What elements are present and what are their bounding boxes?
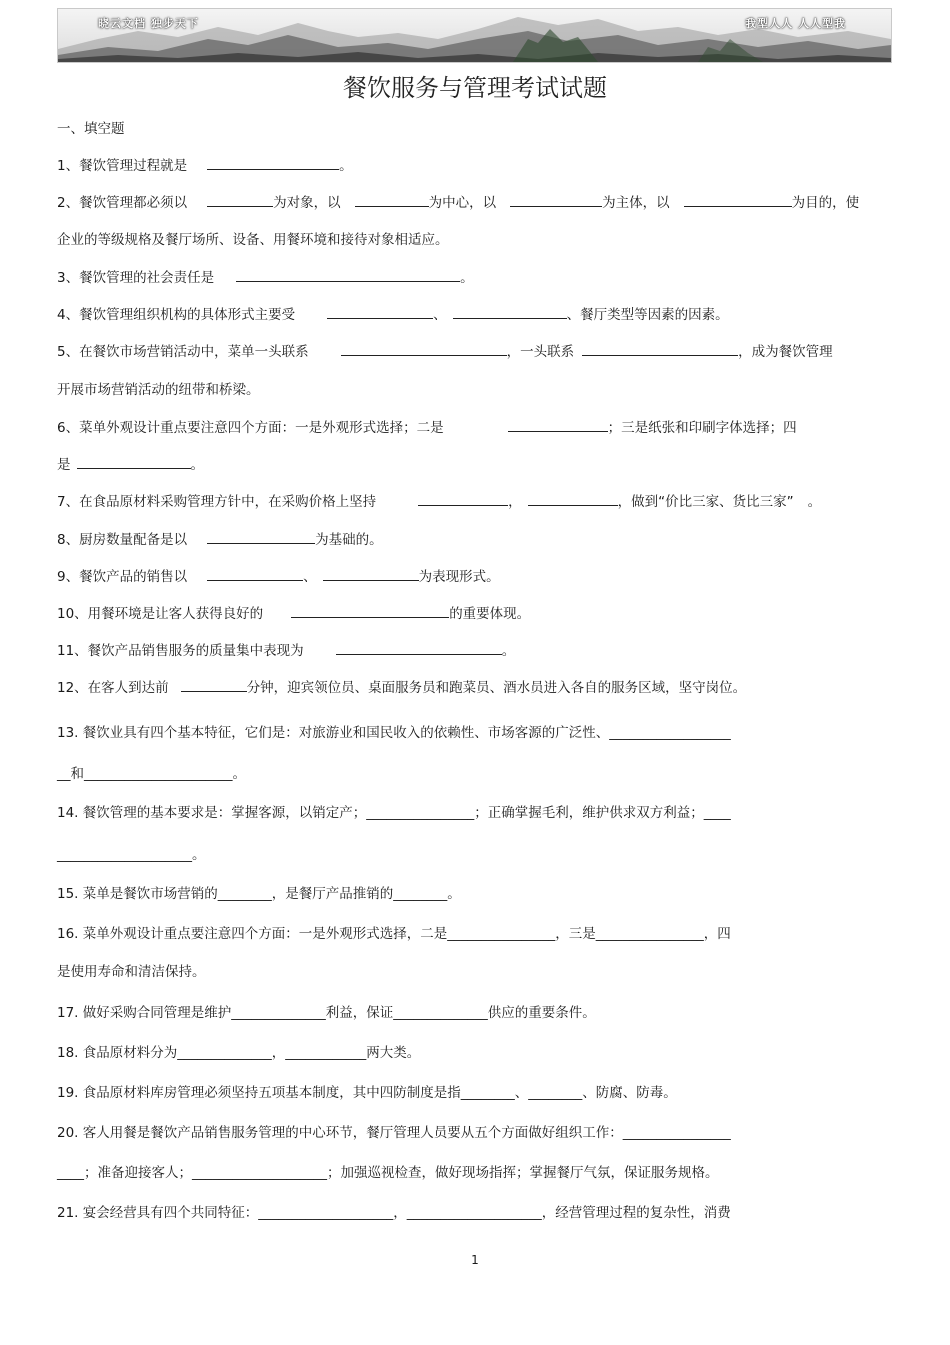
answer-blank [207,193,273,207]
question-text: 8、厨房数量配备是以 [57,532,188,548]
question-16-continued: 是使用寿命和清洁保持。 [57,964,206,980]
question-text: 4、餐饮管理组织机构的具体形式主要受 [57,307,296,323]
question-text: 、 [303,569,317,585]
question-5 [57,342,833,362]
question-13: 13. 餐饮业具有四个基本特征，它们是：对旅游业和国民收入的依赖性、市场客源的广泛性、__________________ [57,725,731,741]
banner-slogan-right: 我型人人 人人型我 [745,17,846,30]
question-text: 12、在客人到达前 [57,680,169,696]
answer-blank [207,567,303,581]
question-11 [57,641,515,661]
question-4 [57,305,729,325]
page-number: 1 [471,1253,479,1267]
question-text: 为中心，以 [428,195,497,211]
question-19: 19. 食品原材料库房管理必须坚持五项基本制度，其中四防制度是指________、________、防腐、防毒。 [57,1085,677,1101]
question-text: 7、在食品原材料采购管理方针中，在采购价格上坚持 [57,494,377,510]
question-16: 16. 菜单外观设计重点要注意四个方面：一是外观形式选择，二是________________，三是________________，四 [57,926,731,942]
banner-slogan-left: 晓云文档 独步天下 [98,17,199,30]
answer-blank [336,641,502,655]
question-17: 17. 做好采购合同管理是维护______________利益，保证______________供应的重要条件。 [57,1005,596,1021]
question-text: 10、用餐环境是让客人获得良好的 [57,606,264,622]
answer-blank [323,567,419,581]
question-text: 。 [460,270,474,286]
answer-blank [510,193,602,207]
question-20-continued: ____；准备迎接客人；____________________；加强巡视检查，做好现场指挥；掌握餐厅气氛，保证服务规格。 [57,1165,719,1181]
question-text: 11、餐饮产品销售服务的质量集中表现为 [57,643,304,659]
question-18: 18. 食品原材料分为______________，____________两大类。 [57,1045,421,1061]
question-text: 5、在餐饮市场营销活动中，菜单一头联系 [57,344,309,360]
question-13-continued: __和______________________。 [57,766,246,782]
answer-blank [418,492,508,506]
question-text: 。 [339,158,353,174]
question-text: 3、餐饮管理的社会责任是 [57,270,215,286]
question-20: 20. 客人用餐是餐饮产品销售服务管理的中心环节，餐厅管理人员要从五个方面做好组织工作：________________ [57,1125,731,1141]
answer-blank [207,530,315,544]
answer-blank [453,305,567,319]
page-title: 餐饮服务与管理考试试题 [343,74,607,102]
question-text: 2、餐饮管理都必须以 [57,195,188,211]
question-8 [57,530,383,550]
question-text: ，做到“价比三家、货比三家” [617,494,794,510]
question-7 [57,492,821,512]
question-text: 为基础的。 [315,532,383,548]
header-banner [57,8,892,63]
question-text: ， [508,494,522,510]
question-6 [57,418,797,438]
question-text: 。 [807,494,822,510]
question-21: 21. 宴会经营具有四个共同特征：____________________，____________________，经营管理过程的复杂性，消费 [57,1205,731,1221]
answer-blank [341,342,507,356]
answer-blank [684,193,792,207]
question-9 [57,567,500,587]
question-5-continued: 开展市场营销活动的纽带和桥梁。 [57,382,260,398]
question-text: 、餐厅类型等因素的因素。 [566,307,729,323]
answer-blank [207,156,339,170]
answer-blank [327,305,433,319]
question-text: ，成为餐饮管理 [738,344,833,360]
question-text: ；三是纸张和印刷字体选择；四 [607,420,797,436]
answer-blank [236,268,460,282]
question-text: 9、餐饮产品的销售以 [57,569,188,585]
answer-blank [291,604,449,618]
question-text: 为表现形式。 [418,569,500,585]
question-text: 。 [501,643,516,659]
question-text: 6、菜单外观设计重点要注意四个方面：一是外观形式选择；二是 [57,420,444,436]
answer-blank [181,678,247,692]
question-text: 是 [57,457,71,473]
question-text: 为对象，以 [273,195,341,211]
question-text: ，一头联系 [506,344,575,360]
question-14: 14. 餐饮管理的基本要求是：掌握客源，以销定产；________________；正确掌握毛利，维护供求双方利益；____ [57,805,731,821]
question-6-continued [57,455,204,475]
answer-blank [77,455,191,469]
answer-blank [528,492,618,506]
question-12 [57,678,746,698]
question-text: 分钟，迎宾领位员、桌面服务员和跑菜员、酒水员进入各自的服务区域，坚守岗位。 [246,680,747,696]
answer-blank [508,418,608,432]
question-text: 、 [433,307,447,323]
section-heading: 一、填空题 [57,121,125,137]
question-1 [57,156,353,176]
question-15: 15. 菜单是餐饮市场营销的________，是餐厅产品推销的________。 [57,886,461,902]
question-text: 为主体，以 [602,195,670,211]
question-10 [57,604,530,624]
question-2-continued: 企业的等级规格及餐厅场所、设备、用餐环境和接待对象相适应。 [57,232,449,248]
question-text: 。 [190,457,204,473]
question-2 [57,193,859,213]
answer-blank [582,342,738,356]
answer-blank [355,193,429,207]
question-text: 1、餐饮管理过程就是 [57,158,188,174]
question-3 [57,268,474,288]
question-14-continued: ____________________。 [57,847,206,863]
question-text: 为目的，使 [791,195,860,211]
question-text: 的重要体现。 [449,606,531,622]
